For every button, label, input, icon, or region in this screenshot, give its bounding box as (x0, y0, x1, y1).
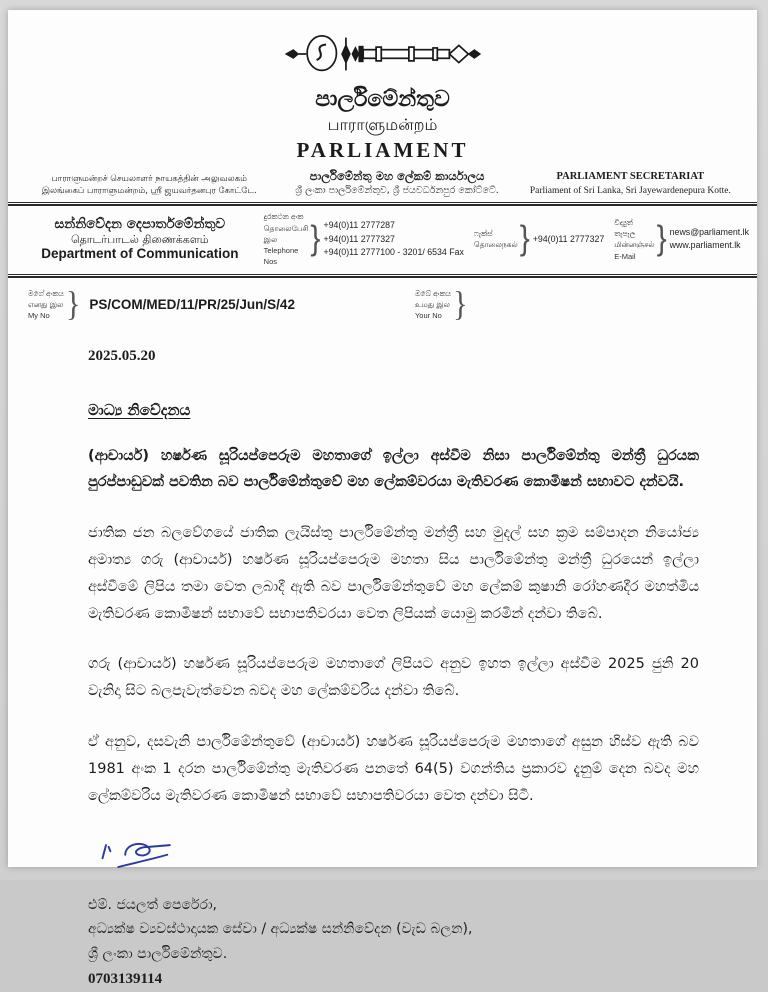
body-paragraph: ඒ අනුව, දසවැනි පාර්ලිමේන්තුවේ (ආචාර්ය) හර්ෂණ සූරියප්පෙරුම මහතාගේ අසුන හිස්ව ඇති බව 1981 අංක 1 දරන පාර්ලිමේන්තු මැතිවරණ පනතේ 64(5) වගන්තිය ප්‍රකාරව දැනුම් දෙන බවද මහ ලේකම්වරිය මැතිවරණ කොමිෂන් සභාවේ සභාපතිවරයා වෙත දන්වා සිටී. (88, 734, 699, 804)
body-paragraph: ගරු (ආචාර්ය) හර්ෂණ සූරියප්පෙරුම මහතාගේ ලිපියට අනුව ඉහත ඉල්ලා අස්වීම 2025 ජුනි 20 වැනිදා සිට බලපැවැත්වෙන බවද මහ ලේකම්වරිය දන්වා තිබේ. (88, 656, 699, 700)
email-group (614, 217, 749, 262)
website-url: www.parliament.lk (669, 240, 741, 251)
my-no-value: PS/COM/MED/11/PR/25/Jun/S/42 (89, 297, 295, 313)
fax-label-tamil: தொலைநகல் (473, 240, 518, 250)
parliament-title-tamil: பாராளுமன்றம் (327, 115, 438, 134)
letter-page (8, 10, 757, 988)
signature-section (8, 832, 757, 992)
telephone-number: +94(0)11 2777100 - 3201/ 6534 Fax (323, 247, 464, 258)
telephone-label-tamil: தொலைபேசி இல (263, 223, 309, 244)
your-no-label-sinhala: ඔබේ අංකය (414, 288, 452, 298)
mace-emblem-row (8, 28, 757, 85)
your-no-labels (415, 288, 451, 322)
email-values (670, 226, 749, 253)
secretariat-sinhala-line2: ශ්‍රී ලංකා පාර්ලිමේන්තුව, ශ්‍රී ජයවර්ධනපුර කෝට්ටේ. (295, 184, 499, 196)
secretariat-english-line1: PARLIAMENT SECRETARIAT (556, 171, 705, 183)
fax-number: +94(0)11 2777327 (532, 233, 605, 244)
brace-glyph: } (656, 219, 667, 258)
letter-body (8, 348, 757, 810)
telephone-label-english: Telephone Nos (263, 246, 299, 267)
parliament-mace-icon (283, 28, 483, 80)
department-band (8, 206, 757, 273)
email-label-tamil: மின்னஞ்சல் (614, 240, 655, 250)
email-labels (614, 217, 654, 262)
your-no-label-tamil: உமது இல (414, 299, 450, 309)
my-no-labels (28, 288, 64, 322)
signatory-title: අධ්‍යක්ෂ ව්‍යවස්ථාදායක සේවා / අධ්‍යක්ෂ සන්නිවේදන (වැඩ බලන), (88, 921, 473, 938)
department-name-english: Department of Communication (41, 246, 239, 262)
fax-label-sinhala: ෆැක්ස් (473, 229, 493, 239)
reference-band (8, 278, 757, 334)
secretariat-english-line2: Parliament of Sri Lanka, Sri Jayewardenepura Kotte. (529, 185, 731, 196)
parliament-title-english: PARLIAMENT (296, 138, 469, 162)
email-address: news@parliament.lk (669, 226, 749, 237)
brace-glyph: } (453, 285, 468, 323)
signatory-organization: ශ්‍රී ලංකා පාර්ලිමේන්තුව. (88, 945, 228, 962)
secretariat-block-sinhala (280, 169, 513, 197)
brace-glyph: } (310, 219, 321, 258)
secretariat-tamil-line1: பாராளுமன்றச் செயலாளர் நாயகத்தின் அலுவலகம் (51, 174, 247, 185)
telephone-number: +94(0)11 2777287 (323, 220, 395, 231)
telephone-number: +94(0)11 2777327 (323, 233, 395, 244)
your-no-group (414, 285, 477, 323)
your-no-label-english: Your No (414, 311, 442, 321)
secretariat-block-english (514, 170, 747, 197)
email-label-sinhala: විද්‍යුත් තැපෑල (614, 217, 636, 239)
my-no-label-sinhala: මගේ අංකය (28, 288, 64, 298)
department-name-tamil: தொடர்பாடல் திணைக்களம் (71, 232, 209, 246)
my-no-label-tamil: எனது இல (28, 299, 64, 309)
handwritten-signature-icon (92, 832, 699, 879)
email-label-english: E-Mail (614, 251, 636, 261)
secretariat-tamil-line2: இலங்கைப் பாராளுமன்றம், ஸ்ரீ ஜயவர்தனபுர கோட்டே. (41, 185, 257, 196)
brace-glyph: } (65, 285, 81, 323)
lead-paragraph: (ආචාර්ය) හර්ෂණ සූරියප්පෙරුම මහතාගේ ඉල්ලා අස්වීම නිසා පාර්ලිමේන්තු මන්ත්‍රී ධුරයක පුරප්පාඩුවක් පවතින බව පාර්ලිමේන්තුවේ මහ ලේකම්වරයා මැතිවරණ කොමිෂන් සභාවට දන්වයි. (88, 447, 699, 491)
body-paragraph: ජාතික ජන බලවේගයේ ජාතික ලැයිස්තු පාර්ලිමේන්තු මන්ත්‍රී සහ මුදල් සහ ක්‍රම සම්පාදන නියෝජ්‍ය අමාත්‍ය ගරු (ආචාර්ය) හර්ෂණ සූරියප්පෙරුම මහතා සිය පාර්ලිමේන්තු මන්ත්‍රී ධුරයෙන් ඉල්ලා අස්වීමේ ලිපිය තමා වෙත ලබාදී ඇති බව පාර්ලිමේන්තුවේ මහ ලේකම් කුෂානි රෝහණදීර මහත්මිය මැතිවරණ කොමිෂන් සභාවේ සභාපතිවරයා වෙත ලිපියක් යොමු කරමින් දන්වා තිබේ. (88, 525, 699, 622)
my-no-group (28, 285, 295, 323)
telephone-label-sinhala: දුරකථන අංක (263, 212, 304, 222)
fax-labels (474, 228, 518, 251)
header-tri-band (8, 169, 757, 202)
letter-date: 2025.05.20 (88, 347, 156, 364)
signatory-phone: 0703139114 (88, 971, 163, 988)
press-release-heading: මාධ්‍ය නිවේදනය (88, 400, 191, 419)
my-no-label-english: My No (28, 311, 50, 321)
secretariat-block-tamil (18, 174, 280, 197)
contact-info-block (264, 211, 749, 267)
brace-glyph: } (519, 219, 530, 258)
signatory-block (88, 893, 699, 992)
telephone-group (264, 211, 464, 267)
department-name-block (16, 216, 264, 264)
department-name-sinhala: සන්නිවේදන දෙපාර්තමේන්තුව (54, 215, 226, 232)
telephone-numbers (323, 219, 463, 260)
telephone-labels (264, 211, 309, 267)
signatory-name: එම්. ජයලත් පෙරේරා, (88, 896, 218, 913)
secretariat-sinhala-line1: පාර්ලිමේන්තු මහ ලේකම් කාර්යාලය (309, 169, 485, 183)
fax-group (473, 219, 605, 258)
parliament-title-sinhala: පාර්ලිමේන්තුව (315, 87, 450, 112)
